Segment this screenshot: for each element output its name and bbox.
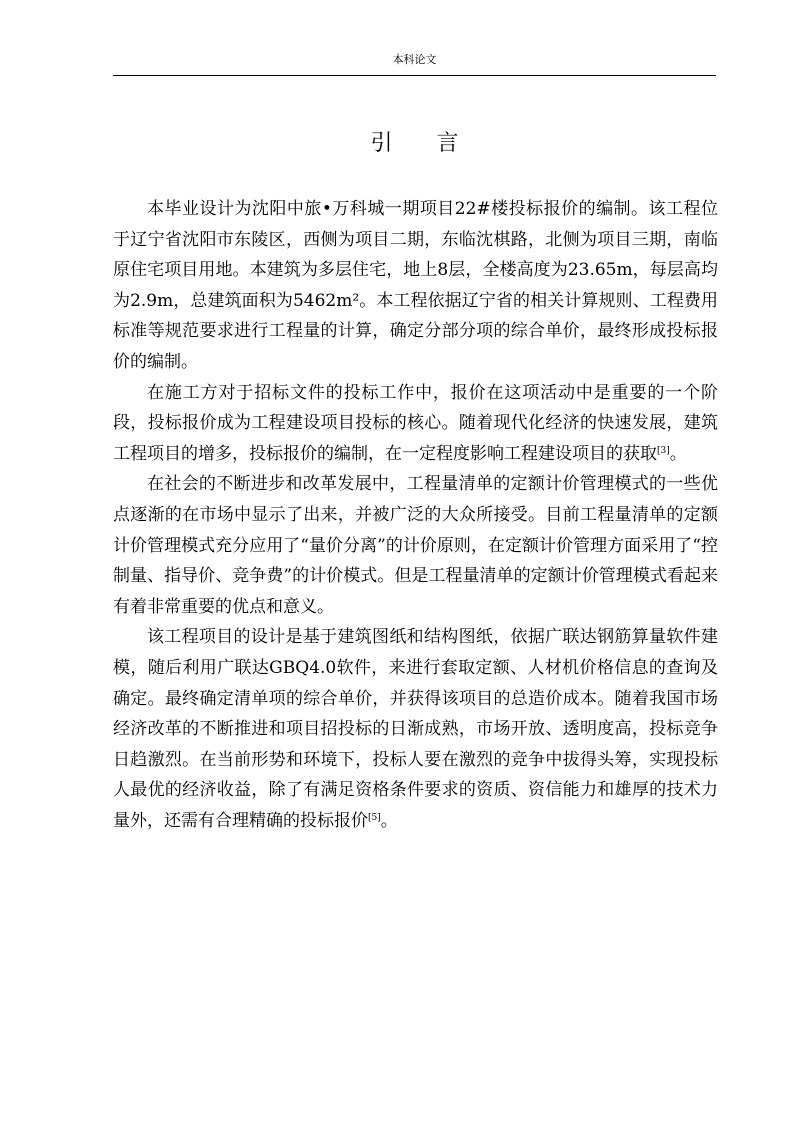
title-char-1: 引	[370, 131, 393, 156]
paragraph-3	[113, 469, 718, 622]
paragraph-text: 在社会的不断进步和改革发展中，工程量清单的定额计价管理模式的一些优点逐渐的在市场中显示了出来，并被广泛的大众所接受。目前工程量清单的定额计价管理模式充分应用了“量价分离”的计价原则，在定额计价管理方面采用了“控制量、指导价、竞争费”的计价模式。但是工程量清单的定额计价管理模式看起来有着非常重要的优点和意义。	[113, 474, 718, 617]
paragraph-text: 该工程项目的设计是基于建筑图纸和结构图纸，依据广联达钢筋算量软件建模，随后利用广联达GBQ4.0软件，来进行套取定额、人材机价格信息的查询及确定。最终确定清单项的综合单价，并获得该项目的总造价成本。随着我国市场经济改革的不断推进和项目招投标的日渐成熟，市场开放、透明度高，投标竞争日趋激烈。在当前形势和环境下，投标人要在激烈的竞争中拔得头筹，实现投标人最优的经济收益，除了有满足资格条件要求的资质、资信能力和雄厚的技术力量外，还需有合理精确的投标报价	[113, 627, 718, 831]
body-text	[113, 194, 718, 836]
paragraph-4	[113, 622, 718, 836]
paragraph-text: 在施工方对于招标文件的投标工作中，报价在这项活动中是重要的一个阶段，投标报价成为工程建设项目投标的核心。随着现代化经济的快速发展，建筑工程项目的增多，投标报价的编制，在一定程度影响工程建设项目的获取	[113, 382, 718, 464]
title-char-2: 言	[436, 131, 459, 156]
paragraph-end: 。	[669, 443, 687, 464]
paragraph-text: 本毕业设计为沈阳中旅•万科城一期项目22#楼投标报价的编制。该工程位于辽宁省沈阳市东陵区，西侧为项目二期，东临沈棋路，北侧为项目三期，南临原住宅项目用地。本建筑为多层住宅，地上8层，全楼高度为23.65m，每层高均为2.9m，总建筑面积为5462m²。本工程依据辽宁省的相关计算规则、工程费用标准等规范要求进行工程量的计算，确定分部分项的综合单价，最终形成投标报价的编制。	[113, 199, 718, 372]
page-header	[113, 51, 716, 76]
citation-5: [5]	[368, 812, 381, 823]
citation-3: [3]	[657, 445, 670, 456]
section-title	[113, 129, 716, 159]
header-text: 本科论文	[392, 53, 437, 66]
paragraph-end: 。	[380, 810, 398, 831]
paragraph-1	[113, 194, 718, 378]
paragraph-2	[113, 378, 718, 470]
